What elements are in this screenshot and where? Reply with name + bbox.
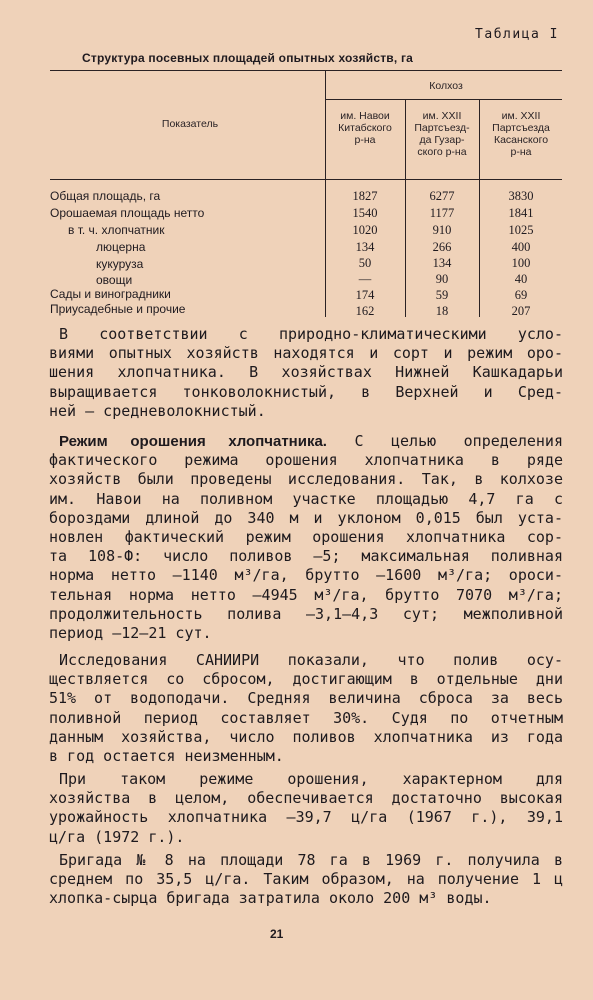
table-cell: —	[358, 272, 372, 286]
row-label: кукуруза	[96, 257, 144, 271]
table-cell: 90	[435, 272, 449, 286]
row-label: люцерна	[96, 240, 146, 254]
table-cell: 1540	[352, 206, 378, 220]
col-group-rule	[325, 99, 562, 100]
table-cell: 1841	[508, 206, 534, 220]
header-col-1-line: им. Навои	[340, 110, 390, 122]
text-line: урожайность хлопчатника —39,7 ц/га (1967 г.), 39,1	[49, 808, 563, 827]
header-col-3-line: Касанского	[493, 134, 549, 146]
text-line: хлопка-сырца бригада затратила около 200 м³ воды.	[49, 889, 492, 908]
text-line: выращивается тонковолокнистый, в Верхней и Сред-	[49, 382, 563, 401]
section-heading: Режим орошения хлопчатника.	[59, 433, 327, 450]
header-col-3-line: им. XXII	[501, 110, 541, 122]
row-label: Сады и виноградники	[50, 287, 171, 301]
table-cell: 910	[432, 223, 452, 237]
row-label: Общая площадь, га	[50, 189, 161, 203]
table-cell: 400	[511, 240, 531, 254]
text-line: В соответствии с природно-климатическими усло-	[59, 325, 563, 343]
table-cell: 40	[514, 272, 528, 286]
text-line: данным хозяйства, число поливов хлопчатника из года	[49, 727, 563, 746]
paragraph-1	[49, 325, 563, 421]
text-line: им. Навои на поливном участке площадью 4,7 га с	[49, 489, 563, 508]
table-cell: 6277	[429, 189, 455, 203]
text-line: хозяйства в целом, обеспечивается достаточно высокая	[49, 789, 563, 808]
text-line: Бригада № 8 на площади 78 га в 1969 г. получила в	[59, 851, 563, 869]
header-col-2-line: им. XXII	[422, 110, 462, 122]
text-line: среднем по 35,5 ц/га. Таким образом, на получение 1 ц	[49, 870, 563, 889]
row-label: в т. ч. хлопчатник	[68, 223, 165, 237]
text-line: в год остается неизменным.	[49, 747, 284, 766]
heading-continuation: С целью определения	[326, 432, 563, 450]
table-cell: 174	[355, 288, 375, 302]
text-line: 51% от водоподачи. Средняя величина сброса за весь	[49, 689, 563, 708]
text-line: хозяйств были проведены исследования. Так, в колхозе	[49, 470, 563, 489]
header-indicator: Показатель	[161, 118, 219, 130]
text-line: норма нетто —1140 м³/га, брутто —1600 м³/га; ороси-	[49, 566, 563, 585]
text-line: шения хлопчатника. В хозяйствах Нижней Кашкадарьи	[49, 363, 563, 382]
text-line: ществляется со сбросом, достигающим в отдельные дни	[49, 670, 563, 689]
table-cell: 162	[355, 304, 375, 318]
table-cell: 18	[435, 304, 449, 318]
text-line	[49, 432, 563, 451]
table-cell: 266	[432, 240, 452, 254]
text-line: ней — средневолокнистый.	[49, 401, 266, 420]
table-cell: 134	[432, 256, 452, 270]
table-cell: 100	[511, 256, 531, 270]
text-line: Исследования САНИИРИ показали, что полив осу-	[59, 651, 563, 669]
text-line: При таком режиме орошения, характерном для	[59, 770, 563, 788]
header-col-3-line: р-на	[510, 146, 532, 158]
table-cell: 207	[511, 304, 531, 318]
text-line: ц/га (1972 г.).	[49, 827, 185, 846]
header-col-2	[406, 110, 478, 158]
table-cell: 1020	[352, 223, 378, 237]
paragraph-3	[49, 651, 563, 766]
table-cell: 1025	[508, 223, 534, 237]
header-col-2-line: Партсъезд-	[414, 122, 470, 134]
table-cell: 1177	[429, 206, 455, 220]
table-cell: 69	[514, 288, 528, 302]
text-line: бороздами длиной до 340 м и уклоном 0,015 был уста-	[49, 508, 563, 527]
table-title: Структура посевных площадей опытных хозяйств, га	[82, 51, 414, 65]
text-line: поливной период составляет 30%. Судя по отчетным	[49, 708, 563, 727]
header-col-1	[326, 110, 404, 146]
paragraph-4	[49, 770, 563, 847]
text-line: продолжительность полива —3,1—4,3 сут; межполивной	[49, 604, 563, 623]
text-line: новлен фактический режим орошения хлопчатника сор-	[49, 528, 563, 547]
paragraph-2	[49, 432, 563, 643]
header-col-1-line: Китабского	[338, 122, 392, 134]
header-bottom-rule	[50, 179, 562, 180]
table-label: Таблица I	[475, 27, 559, 42]
paragraph-5	[49, 851, 563, 909]
header-col-2-line: ского р-на	[417, 146, 467, 158]
row-label: Орошаемая площадь нетто	[50, 206, 205, 220]
text-line: виями опытных хозяйств находятся и сорт и режим оро-	[49, 344, 563, 363]
text-line: тельная норма нетто —4945 м³/га, брутто 7070 м³/га;	[49, 585, 563, 604]
header-col-group: Колхоз	[429, 80, 463, 92]
header-col-1-line: р-на	[354, 134, 376, 146]
header-col-3	[480, 110, 562, 158]
table-cell: 3830	[508, 189, 534, 203]
page-number: 21	[270, 927, 284, 941]
table-cell: 1827	[352, 189, 378, 203]
table-cell: 134	[355, 240, 375, 254]
row-label: Приусадебные и прочие	[50, 302, 186, 316]
header-col-3-line: Партсъезда	[492, 122, 550, 134]
text-line: та 108-Ф: число поливов —5; максимальная поливная	[49, 547, 563, 566]
table-cell: 50	[358, 256, 372, 270]
text-line: период —12—21 сут.	[49, 624, 212, 643]
row-label: овощи	[96, 273, 133, 287]
text-line: фактического режима орошения хлопчатника в ряде	[49, 451, 563, 470]
header-col-2-line: да Гузар-	[419, 134, 465, 146]
table-cell: 59	[435, 288, 449, 302]
table-top-rule	[50, 70, 562, 71]
